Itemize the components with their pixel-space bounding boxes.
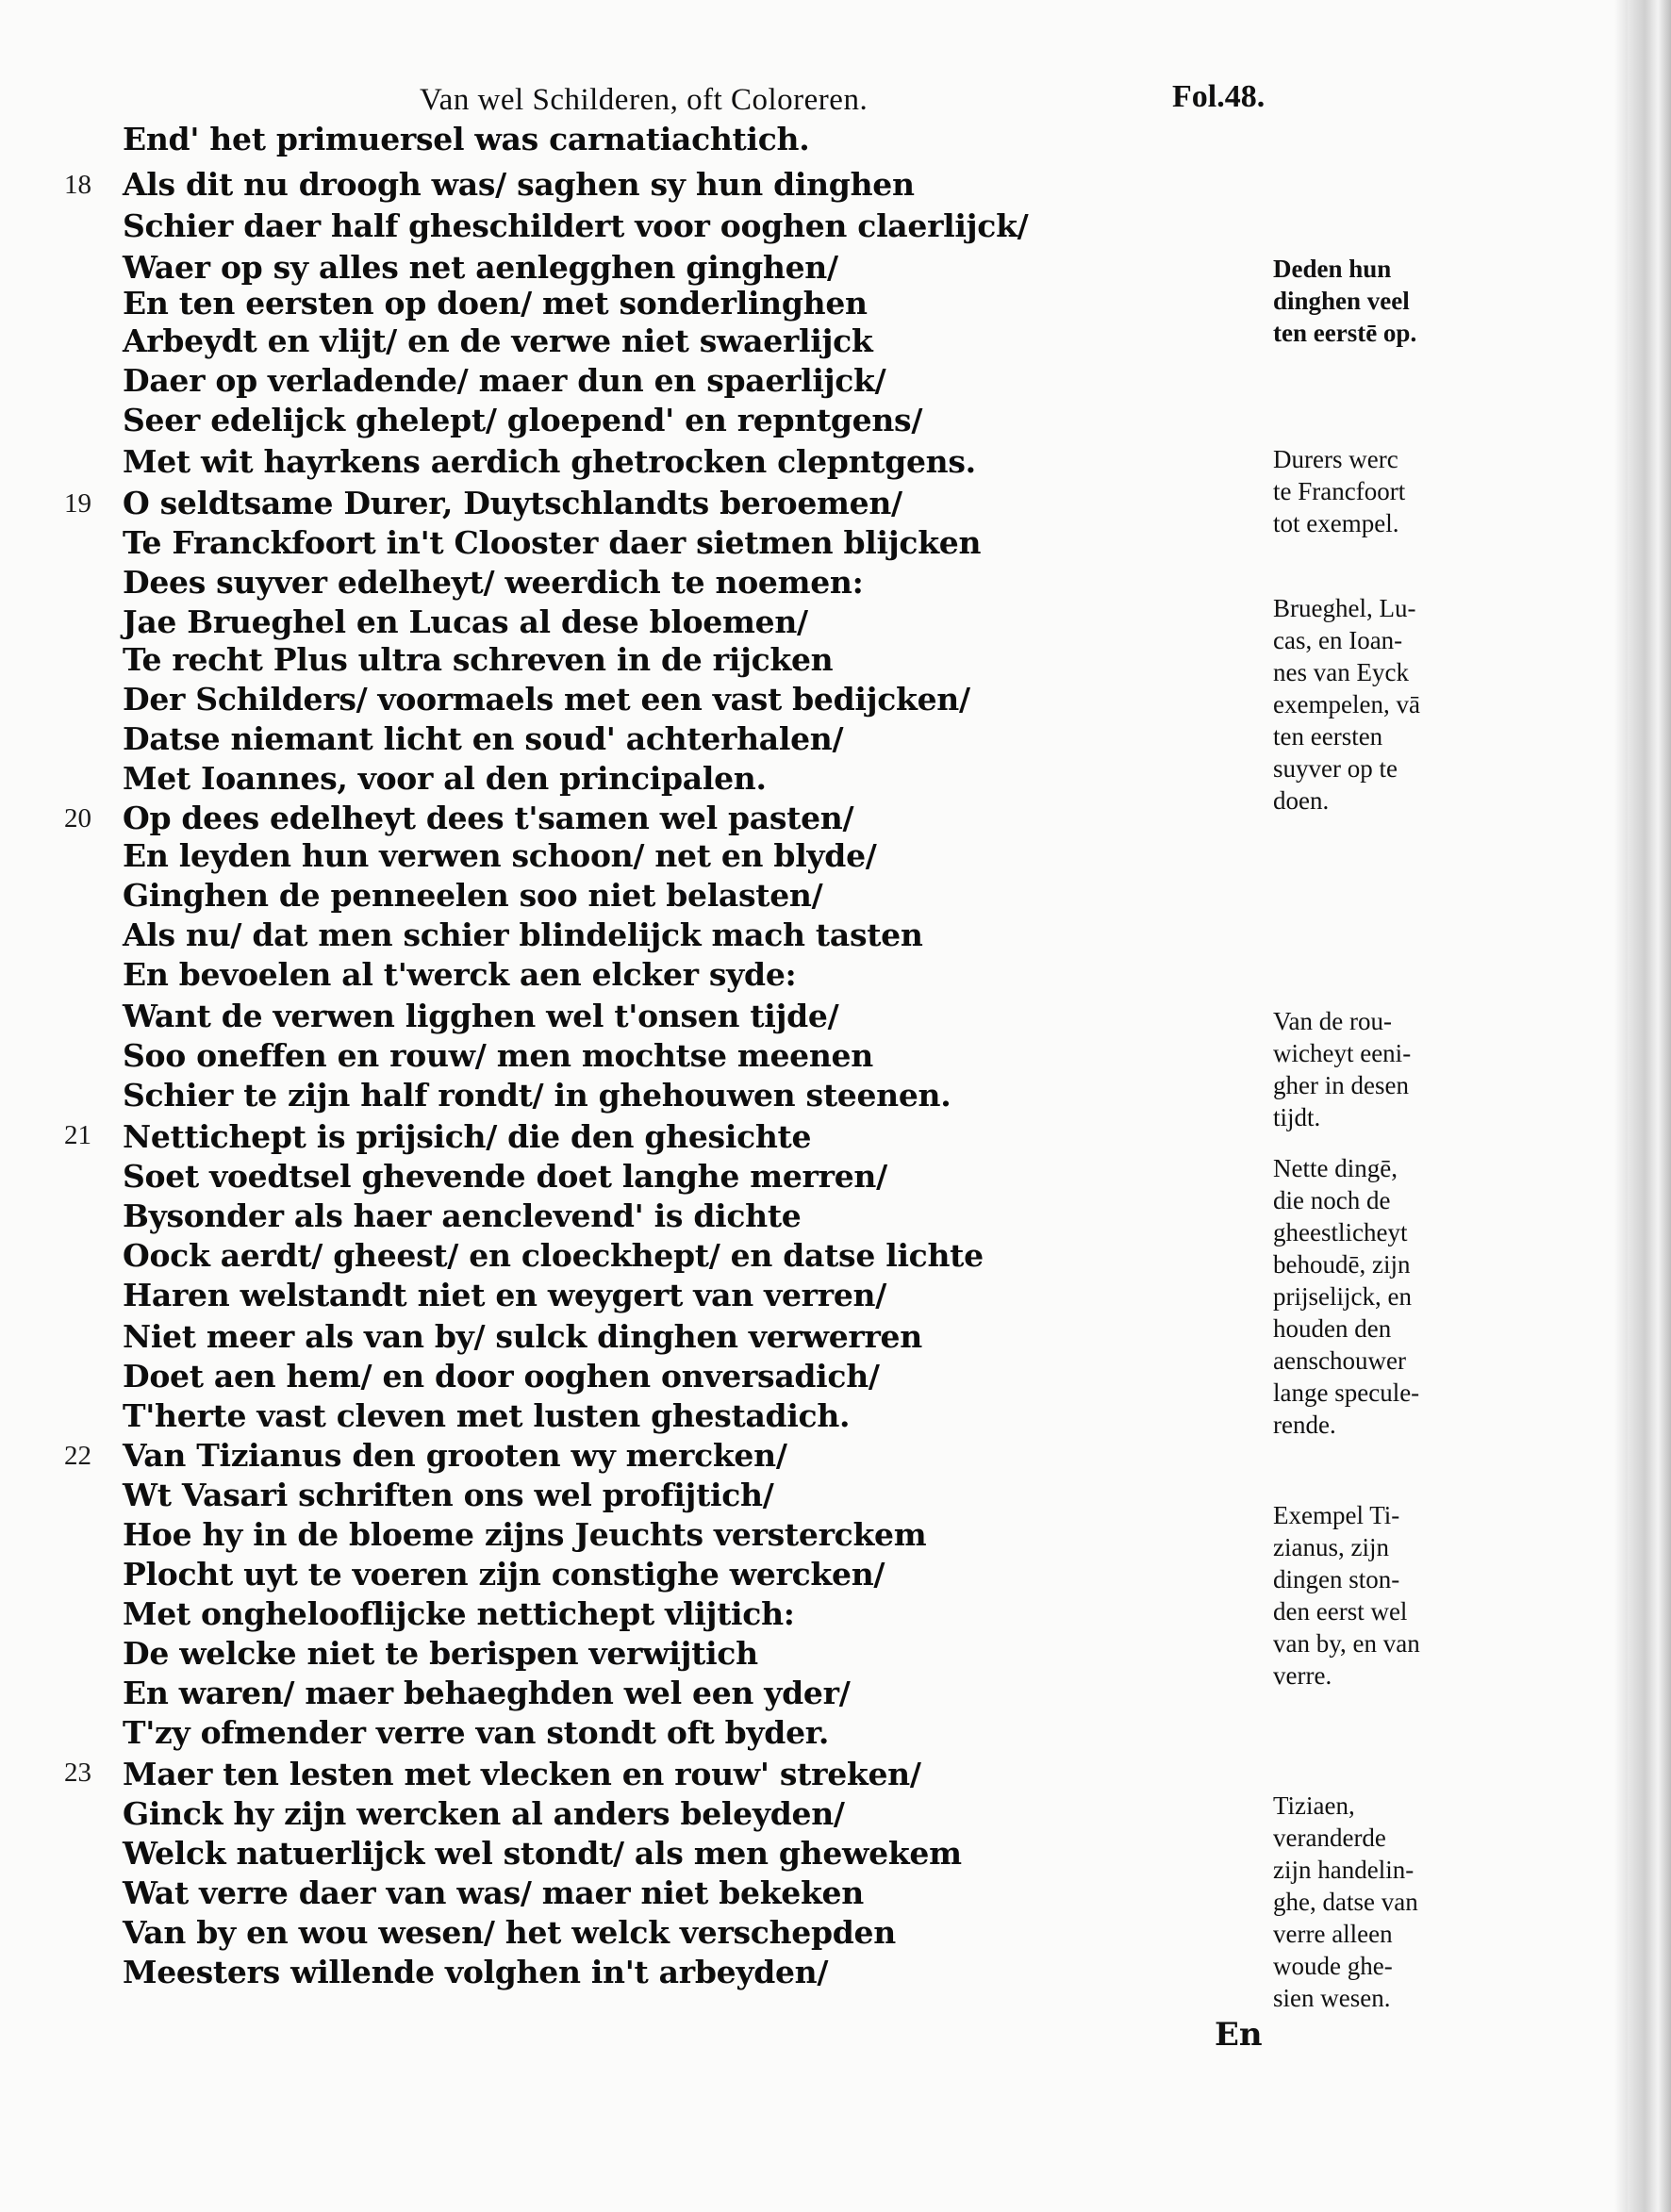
side-note-line: nes van Eyck [1273, 658, 1409, 686]
verse-line: Op dees edelheyt dees t'samen wel pasten/ [123, 800, 854, 836]
verse-line: Want de verwen ligghen wel t'onsen tijde/ [123, 998, 839, 1034]
side-note-line: tot exempel. [1273, 509, 1399, 537]
side-note-line: Deden hun [1273, 255, 1392, 283]
running-title: Van wel Schilderen, oft Coloreren. [420, 83, 869, 117]
verse-line: De welcke niet te berispen verwijtich [123, 1635, 758, 1672]
side-note-line: den eerst wel [1273, 1597, 1408, 1626]
side-note [1273, 592, 1509, 817]
side-note [1273, 1005, 1509, 1133]
side-note-line: houden den [1273, 1314, 1392, 1343]
side-note-line: verre alleen [1273, 1920, 1393, 1948]
verse-line: Maer ten lesten met vlecken en rouw' streken/ [123, 1756, 921, 1792]
side-note-line: dingen ston- [1273, 1565, 1400, 1593]
verse-line: Oock aerdt/ gheest/ en cloeckhept/ en datse lichte [123, 1237, 984, 1274]
side-note-line: tijdt. [1273, 1103, 1321, 1131]
verse-line: Seer edelijck ghelept/ gloepend' en repntgens/ [123, 402, 923, 438]
verse-line: Schier te zijn half rondt/ in ghehouwen steenen. [123, 1077, 951, 1114]
verse-line: Arbeydt en vlijt/ en de verwe niet swaerlijck [123, 322, 873, 359]
verse-line: T'herte vast cleven met lusten ghestadich. [123, 1397, 851, 1434]
verse-line: Welck natuerlijck wel stondt/ als men ghewekem [123, 1835, 962, 1872]
verse-line: En waren/ maer behaeghden wel een yder/ [123, 1675, 851, 1711]
verse-line: Soet voedtsel ghevende doet langhe merren/ [123, 1158, 887, 1195]
catchword: En [1215, 2016, 1263, 2054]
verse-line: Als nu/ dat men schier blindelijck mach tasten [123, 916, 923, 953]
side-note-line: lange specule- [1273, 1378, 1420, 1407]
verse-line: Van by en wou wesen/ het welck verschepden [123, 1914, 896, 1951]
side-note-line: Tiziaen, [1273, 1791, 1355, 1820]
verse-line: Haren welstandt niet en weygert van verren/ [123, 1277, 886, 1313]
verse-line: Bysonder als haer aenclevend' is dichte [123, 1197, 802, 1234]
verse-line: Daer op verladende/ maer dun en spaerlijck/ [123, 362, 886, 399]
side-note-line: die noch de [1273, 1186, 1391, 1214]
verse-line: En bevoelen al t'werck aen elcker syde: [123, 956, 797, 993]
side-note-line: gher in desen [1273, 1071, 1409, 1099]
side-note-line: ghe, datse van [1273, 1888, 1418, 1916]
side-note [1273, 253, 1509, 349]
stanza-number: 19 [64, 488, 91, 519]
verse-line: Meesters willende volghen in't arbeyden/ [123, 1954, 829, 1990]
side-note-line: Van de rou- [1273, 1007, 1392, 1035]
side-note-line: suyver op te [1273, 754, 1398, 783]
verse-line: Datse niemant licht en soud' achterhalen/ [123, 720, 844, 757]
stanza-number: 21 [64, 1120, 91, 1150]
side-note [1273, 1499, 1509, 1692]
side-note-line: woude ghe- [1273, 1952, 1393, 1980]
side-note-line: Nette dingē, [1273, 1154, 1398, 1182]
stanza-number: 22 [64, 1441, 91, 1471]
verse-line: En leyden hun verwen schoon/ net en blyde/ [123, 837, 877, 874]
verse-line: Schier daer half gheschildert voor ooghen claerlijck/ [123, 207, 1029, 244]
page-edge [1628, 0, 1671, 2212]
verse-line: Als dit nu droogh was/ saghen sy hun dinghen [123, 166, 915, 203]
side-note-line: dinghen veel [1273, 287, 1410, 315]
verse-line: Te Franckfoort in't Clooster daer sietmen blijcken [123, 524, 982, 561]
stanza-number: 23 [64, 1758, 91, 1788]
side-note-line: cas, en Ioan- [1273, 626, 1403, 654]
verse-line: End' het primuersel was carnatiachtich. [123, 121, 810, 157]
side-note-line: gheestlicheyt [1273, 1218, 1408, 1246]
side-note-line: sien wesen. [1273, 1984, 1391, 2012]
verse-line: Met Ioannes, voor al den principalen. [123, 760, 767, 797]
side-note-line: te Francfoort [1273, 477, 1406, 505]
side-note-line: veranderde [1273, 1824, 1386, 1852]
side-note-line: prijselijck, en [1273, 1282, 1412, 1311]
verse-line: T'zy ofmender verre van stondt oft byder. [123, 1714, 830, 1751]
side-note-line: Durers werc [1273, 445, 1398, 473]
verse-line: Waer op sy alles net aenlegghen ginghen/ [123, 249, 838, 286]
stanza-number: 18 [64, 170, 91, 200]
verse-line: Van Tizianus den grooten wy mercken/ [123, 1437, 787, 1474]
verse-line: Met onghelooflijcke nettichept vlijtich: [123, 1595, 795, 1632]
side-note-line: zijn handelin- [1273, 1856, 1415, 1884]
side-note [1273, 443, 1509, 539]
verse-line: Dees suyver edelheyt/ weerdich te noemen: [123, 564, 864, 601]
verse-line: Ginghen de penneelen soo niet belasten/ [123, 877, 823, 914]
verse-line: Te recht Plus ultra schreven in de rijcken [123, 641, 834, 678]
stanza-number: 20 [64, 803, 91, 834]
side-note [1273, 1152, 1509, 1441]
side-note-line: ten eersten [1273, 722, 1383, 751]
verse-line: Met wit hayrkens aerdich ghetrocken clepntgens. [123, 443, 976, 480]
side-note-line: behoudē, zijn [1273, 1250, 1411, 1279]
verse-line: Doet aen hem/ en door ooghen onversadich/ [123, 1358, 880, 1395]
side-note-line: verre. [1273, 1661, 1332, 1690]
verse-line: Wat verre daer van was/ maer niet bekeken [123, 1874, 864, 1911]
folio-number: Fol.48. [1172, 79, 1266, 114]
side-note-line: doen. [1273, 786, 1330, 815]
side-note-line: Exempel Ti- [1273, 1501, 1400, 1529]
side-note-line: rende. [1273, 1411, 1336, 1439]
side-note-line: zianus, zijn [1273, 1533, 1389, 1561]
verse-line: Plocht uyt te voeren zijn constighe wercken/ [123, 1556, 885, 1593]
verse-line: En ten eersten op doen/ met sonderlinghen [123, 285, 868, 322]
side-note-line: Brueghel, Lu- [1273, 594, 1416, 622]
side-note-line: exempelen, vā [1273, 690, 1420, 718]
side-note-line: aenschouwer [1273, 1346, 1406, 1375]
side-note [1273, 1790, 1509, 2014]
verse-line: O seldtsame Durer, Duytschlandts beroemen/ [123, 485, 902, 521]
verse-line: Jae Brueghel en Lucas al dese bloemen/ [123, 603, 808, 640]
side-note-line: ten eerstē op. [1273, 319, 1417, 347]
verse-line: Hoe hy in de bloeme zijns Jeuchts versterckem [123, 1516, 927, 1553]
page-gutter-shadow [1614, 0, 1628, 2212]
verse-line: Der Schilders/ voormaels met een vast bedijcken/ [123, 681, 970, 718]
side-note-line: van by, en van [1273, 1629, 1420, 1658]
verse-line: Nettichept is prijsich/ die den ghesichte [123, 1118, 812, 1155]
verse-line: Soo oneffen en rouw/ men mochtse meenen [123, 1037, 873, 1074]
verse-line: Wt Vasari schriften ons wel profijtich/ [123, 1477, 774, 1513]
verse-line: Niet meer als van by/ sulck dinghen verwerren [123, 1318, 922, 1355]
side-note-line: wicheyt eeni- [1273, 1039, 1412, 1067]
verse-line: Ginck hy zijn wercken al anders beleyden/ [123, 1795, 845, 1832]
